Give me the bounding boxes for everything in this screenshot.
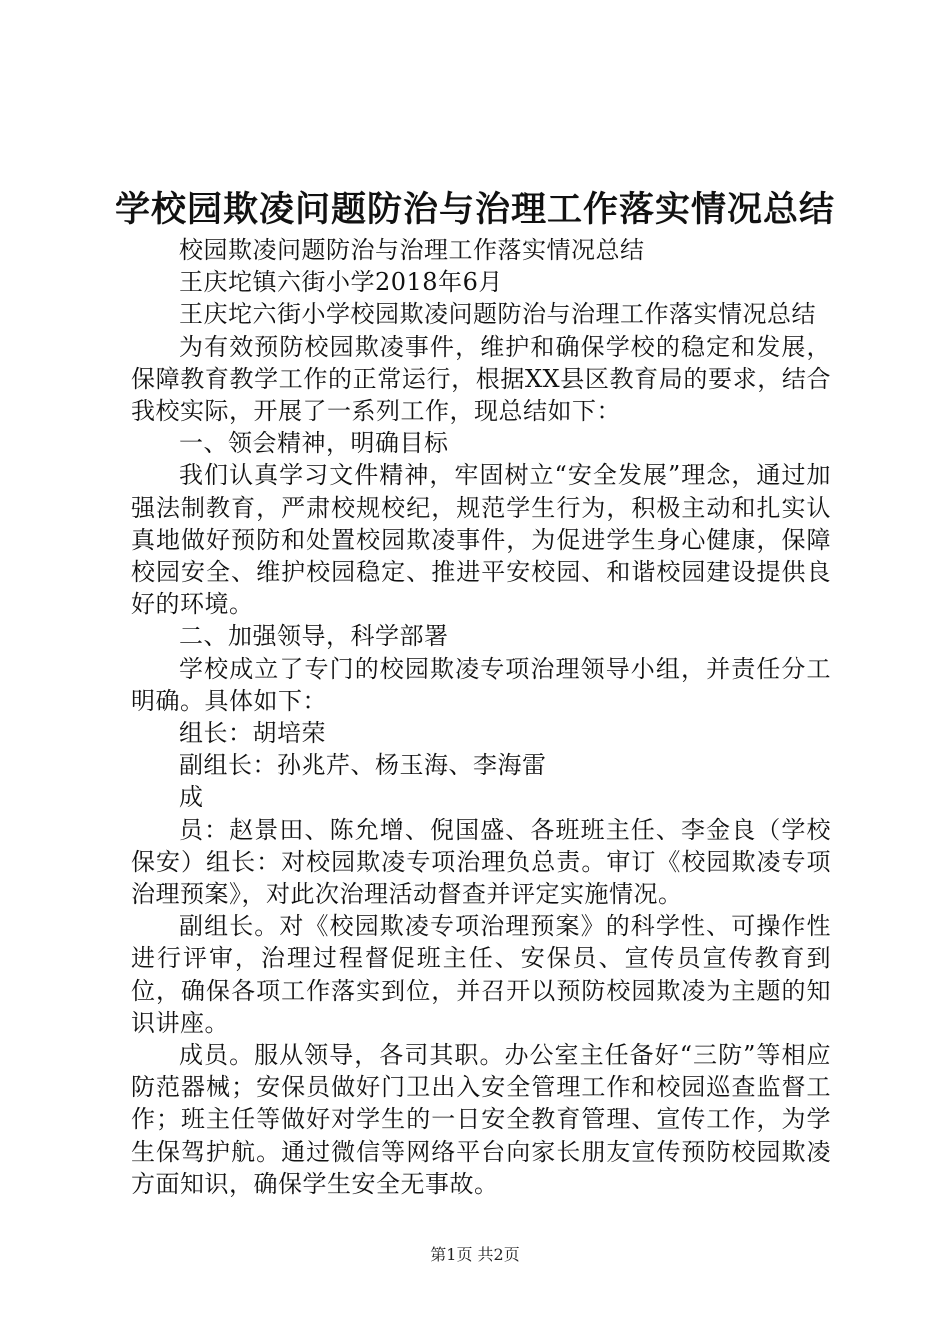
section-heading-2: 二、加强领导，科学部署 [179,622,449,651]
section-heading-1: 一、领会精神，明确目标 [179,429,449,458]
paragraph-members-label: 成 [179,783,204,812]
paragraph-heading: 王庆坨六街小学校园欺凌问题防治与治理工作落实情况总结 [179,300,816,329]
document-title: 学校园欺凌问题防治与治理工作落实情况总结 [114,189,835,230]
paragraph-subtitle: 校园欺凌问题防治与治理工作落实情况总结 [179,236,645,264]
paragraph-deputy-duties: 副组长。对《校园欺凌专项治理预案》的科学性、可操作性进行评审，治理过程督促班主任、安保员、宣传员宣传教育到位，确保各项工作落实到位，并召开以预防校园欺凌为主题的知识讲座。 [131,912,831,1037]
paragraph-section-2: 学校成立了专门的校园欺凌专项治理领导小组，并责任分工明确。具体如下： [131,654,831,715]
paragraph-school-date: 王庆坨镇六街小学2018年6月 [179,268,503,297]
document-body [131,234,831,1200]
paragraph-leader: 组长：胡培荣 [179,719,326,748]
paragraph-members: 员：赵景田、陈允增、倪国盛、各班班主任、李金良（学校保安）组长：对校园欺凌专项治理负总责。审订《校园欺凌专项治理预案》，对此次治理活动督查并评定实施情况。 [131,815,831,909]
paragraph-deputy-leaders: 副组长：孙兆芹、杨玉海、李海雷 [179,751,547,780]
page-footer: 第1页 共2页 [430,1245,520,1264]
paragraph-section-1: 我们认真学习文件精神，牢固树立“安全发展”理念，通过加强法制教育，严肃校规校纪，规范学生行为，积极主动和扎实认真地做好预防和处置校园欺凌事件，为促进学生身心健康，保障校园安全、维护校园稳定、推进平安校园、和谐校园建设提供良好的环境。 [131,461,831,619]
paragraph-intro: 为有效预防校园欺凌事件，维护和确保学校的稳定和发展，保障教育教学工作的正常运行，根据XX县区教育局的要求，结合我校实际，开展了一系列工作，现总结如下： [131,332,831,426]
paragraph-member-duties: 成员。服从领导，各司其职。办公室主任备好“三防”等相应防范器械；安保员做好门卫出入安全管理工作和校园巡查监督工作；班主任等做好对学生的一日安全教育管理、宣传工作，为学生保驾护航。通过微信等网络平台向家长朋友宣传预防校园欺凌方面知识，确保学生安全无事故。 [131,1041,831,1198]
